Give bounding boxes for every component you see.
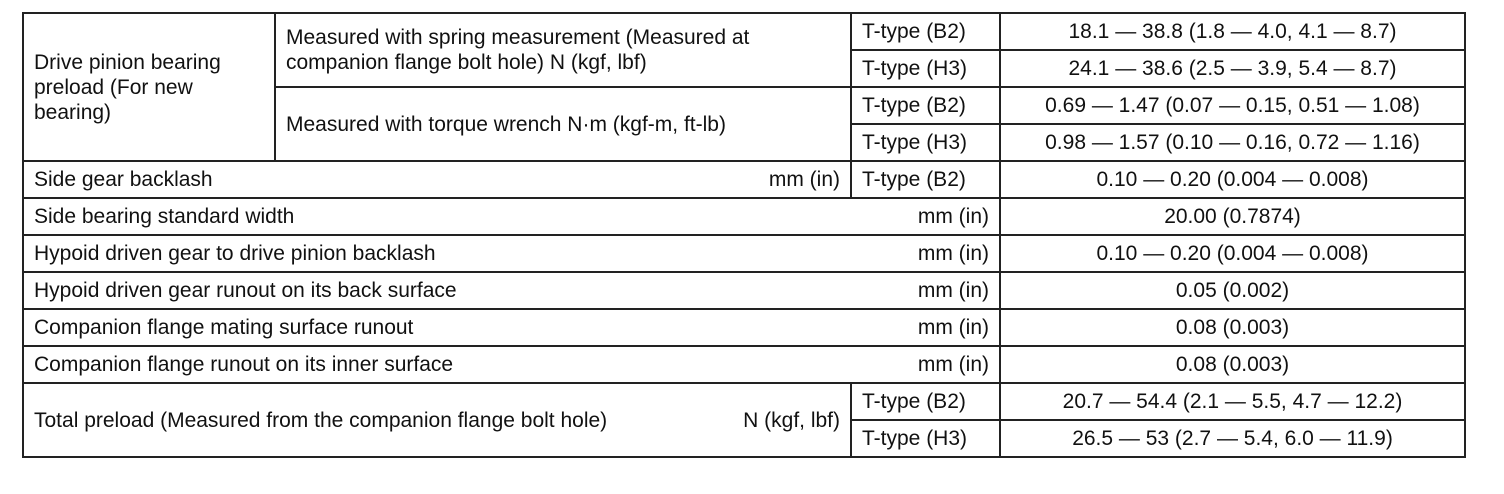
type-cell: T-type (B2): [851, 383, 1000, 420]
value-cell: 18.1 — 38.8 (1.8 — 4.0, 4.1 — 8.7): [1000, 13, 1465, 50]
item-cell: [23, 309, 1000, 346]
type-cell: T-type (B2): [851, 13, 1000, 50]
item-label: Companion flange mating surface runout: [34, 316, 414, 339]
spec-table: [22, 12, 1466, 458]
type-cell: T-type (B2): [851, 161, 1000, 198]
type-cell: T-type (H3): [851, 124, 1000, 161]
value-cell: 0.08 (0.003): [1000, 309, 1465, 346]
unit-label: mm (in): [917, 316, 989, 339]
unit-label: mm (in): [917, 279, 989, 302]
item-cell: [23, 235, 1000, 272]
unit-label: mm (in): [768, 168, 840, 191]
value-cell: 0.10 — 0.20 (0.004 — 0.008): [1000, 235, 1465, 272]
total-preload-label: Total preload (Measured from the companion flange bolt hole): [34, 408, 608, 432]
item-cell: [23, 161, 851, 198]
value-cell: 26.5 — 53 (2.7 — 5.4, 6.0 — 11.9): [1000, 420, 1465, 457]
item-label: Hypoid driven gear runout on its back surface: [34, 279, 457, 302]
table-row: [23, 346, 1465, 383]
value-cell: 20.00 (0.7874): [1000, 198, 1465, 235]
value-cell: 0.98 — 1.57 (0.10 — 0.16, 0.72 — 1.16): [1000, 124, 1465, 161]
type-cell: T-type (H3): [851, 50, 1000, 87]
item-label: Side bearing standard width: [34, 205, 295, 228]
table-row: [23, 272, 1465, 309]
item-cell: [23, 272, 1000, 309]
table-row: [23, 383, 1465, 420]
type-cell: T-type (H3): [851, 420, 1000, 457]
unit-label: mm (in): [917, 205, 989, 228]
torque-method: Measured with torque wrench N·m (kgf-m, ft-lb): [275, 87, 851, 161]
side-gear-backlash-label: Side gear backlash: [34, 168, 213, 191]
table-row: [23, 13, 1465, 50]
value-cell: 0.05 (0.002): [1000, 272, 1465, 309]
value-cell: 0.08 (0.003): [1000, 346, 1465, 383]
drive-pinion-label: Drive pinion bearing preload (For new bearing): [23, 13, 275, 161]
table-row: [23, 309, 1465, 346]
table-row: [23, 198, 1465, 235]
value-cell: 0.69 — 1.47 (0.07 — 0.15, 0.51 — 1.08): [1000, 87, 1465, 124]
spring-method: Measured with spring measurement (Measured at companion flange bolt hole) N (kgf, lbf): [275, 13, 851, 87]
unit-label: N (kgf, lbf): [743, 408, 840, 432]
value-cell: 20.7 — 54.4 (2.1 — 5.5, 4.7 — 12.2): [1000, 383, 1465, 420]
item-label: Companion flange runout on its inner surface: [34, 353, 454, 376]
value-cell: 24.1 — 38.6 (2.5 — 3.9, 5.4 — 8.7): [1000, 50, 1465, 87]
item-cell: [23, 198, 1000, 235]
item-cell: [23, 346, 1000, 383]
unit-label: mm (in): [917, 242, 989, 265]
table-row: [23, 235, 1465, 272]
item-cell: [23, 383, 851, 457]
table-row: [23, 161, 1465, 198]
unit-label: mm (in): [917, 353, 989, 376]
value-cell: 0.10 — 0.20 (0.004 — 0.008): [1000, 161, 1465, 198]
type-cell: T-type (B2): [851, 87, 1000, 124]
item-label: Hypoid driven gear to drive pinion backlash: [34, 242, 436, 265]
